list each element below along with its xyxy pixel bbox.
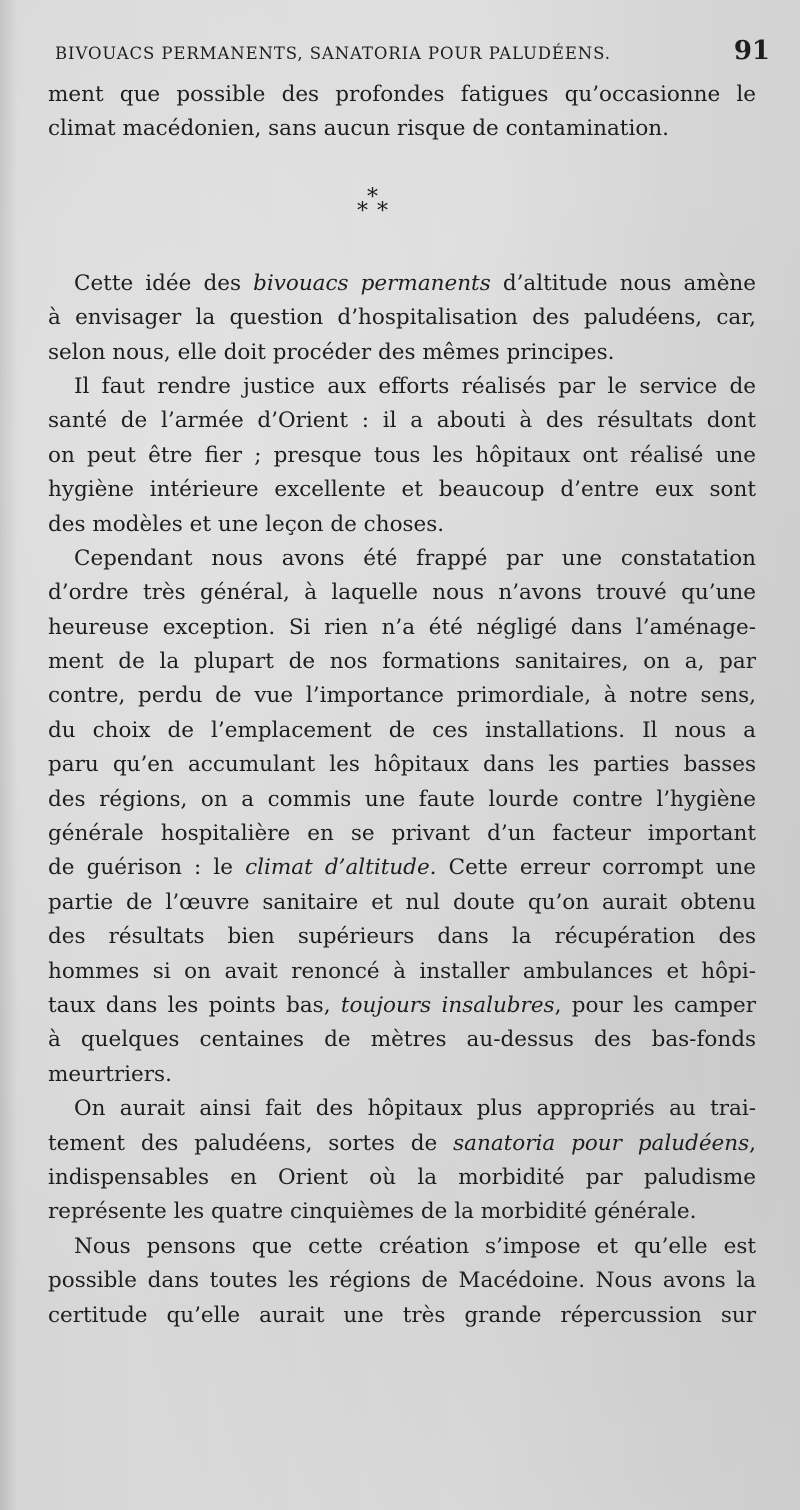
running-head xyxy=(55,36,770,70)
italic-run: bivouacs permanents xyxy=(253,270,491,296)
text-run: d’altitude nous amène xyxy=(490,270,756,296)
text-run: partie de l’œuvre sanitaire et nul doute qu’on aurait obtenu xyxy=(48,889,756,915)
text-line xyxy=(48,336,756,370)
paragraph xyxy=(48,542,756,1092)
text-run: , xyxy=(749,1130,756,1156)
text-line xyxy=(48,817,756,851)
text-run: hommes si on avait renoncé à installer ambulances et hôpi- xyxy=(48,958,756,984)
text-run: générale hospitalière en se privant d’un facteur important xyxy=(48,821,756,847)
text-line xyxy=(48,955,756,989)
text-run: hygiène intérieure excellente et beaucoup d’entre eux sont xyxy=(48,477,756,503)
text-run: , pour les camper xyxy=(554,992,757,1018)
body-text xyxy=(48,78,756,1333)
text-run: santé de l’armée d’Orient : il a abouti à des résultats dont xyxy=(48,408,756,434)
text-run: contre, perdu de vue l’importance primordiale, à notre sens, xyxy=(48,683,756,709)
text-line xyxy=(48,783,756,817)
italic-run: sanatoria pour paludéens xyxy=(453,1130,750,1156)
text-line xyxy=(48,989,756,1023)
text-run: paru qu’en accumulant les hôpitaux dans les parties basses xyxy=(48,752,756,778)
text-run: selon nous, elle doit procéder des mêmes principes. xyxy=(48,339,615,365)
text-line xyxy=(48,1161,756,1195)
text-line xyxy=(48,1195,756,1229)
text-line xyxy=(48,1230,756,1264)
italic-run: toujours insalubres xyxy=(340,992,555,1018)
paragraph xyxy=(48,267,756,370)
text-line xyxy=(48,1023,756,1057)
text-run: On aurait ainsi fait des hôpitaux plus appropriés au trai- xyxy=(74,1096,756,1122)
paragraph xyxy=(48,370,756,542)
text-run: des modèles et une leçon de choses. xyxy=(48,511,445,537)
text-run: des régions, on a commis une faute lourde contre l’hygiène xyxy=(48,786,756,812)
text-run: d’ordre très général, à laquelle nous n’avons trouvé qu’une xyxy=(48,580,756,606)
text-run: ment que possible des profondes fatigues qu’occasionne le xyxy=(48,82,756,107)
asterism-star: * xyxy=(367,184,378,210)
text-run: à envisager la question d’hospitalisation des paludéens, car, xyxy=(48,305,756,331)
italic-run: climat d’altitude. xyxy=(245,855,437,881)
asterism-star: * xyxy=(357,198,368,224)
text-run: certitude qu’elle aurait une très grande répercussion sur xyxy=(48,1302,756,1328)
text-line xyxy=(48,748,756,782)
text-line xyxy=(48,714,756,748)
text-run: tement des paludéens, sortes de xyxy=(48,1130,454,1156)
text-line xyxy=(48,78,756,112)
text-run: Il faut rendre justice aux efforts réalisés par le service de xyxy=(74,373,756,399)
text-line xyxy=(48,473,756,507)
text-run: meurtriers. xyxy=(48,1061,172,1087)
text-run: de guérison : le xyxy=(48,855,246,881)
text-line xyxy=(48,920,756,954)
paragraph xyxy=(48,1230,756,1333)
text-run: Cette idée des xyxy=(74,270,254,296)
text-line xyxy=(48,1058,756,1092)
paragraph xyxy=(48,1092,756,1230)
text-run: à quelques centaines de mètres au-dessus des bas-fonds xyxy=(48,1027,756,1053)
text-line xyxy=(48,576,756,610)
text-run: on peut être fier ; presque tous les hôpitaux ont réalisé une xyxy=(48,442,756,468)
text-line xyxy=(48,542,756,576)
asterism xyxy=(48,147,756,267)
asterism-star: * xyxy=(377,198,388,224)
text-run: climat macédonien, sans aucun risque de contamination. xyxy=(48,116,669,142)
text-run: du choix de l’emplacement de ces installations. Il nous a xyxy=(48,717,756,743)
text-line xyxy=(48,439,756,473)
text-line xyxy=(48,1127,756,1161)
text-run: possible dans toutes les régions de Macédoine. Nous avons la xyxy=(48,1268,756,1294)
text-line xyxy=(48,851,756,885)
text-run: Cependant nous avons été frappé par une constatation xyxy=(74,545,756,571)
text-line xyxy=(48,611,756,645)
page-number: 91 xyxy=(733,36,770,66)
text-line xyxy=(48,679,756,713)
text-line xyxy=(48,301,756,335)
text-line xyxy=(48,267,756,301)
text-line xyxy=(48,508,756,542)
paragraph xyxy=(48,78,756,147)
text-run: des résultats bien supérieurs dans la récupération des xyxy=(48,924,756,950)
text-run: Nous pensons que cette création s’impose et qu’elle est xyxy=(74,1233,756,1259)
text-line xyxy=(48,1299,756,1333)
text-run: représente les quatre cinquièmes de la morbidité générale. xyxy=(48,1199,697,1225)
text-line xyxy=(48,886,756,920)
text-line xyxy=(48,112,756,146)
text-line xyxy=(48,645,756,679)
text-run: taux dans les points bas, xyxy=(48,992,341,1018)
text-line xyxy=(48,370,756,404)
text-run: Cette erreur corrompt une xyxy=(436,855,756,881)
text-line xyxy=(48,1092,756,1126)
text-run: indispensables en Orient où la morbidité par paludisme xyxy=(48,1164,756,1190)
text-run: ment de la plupart de nos formations sanitaires, on a, par xyxy=(48,649,756,675)
running-title: BIVOUACS PERMANENTS, SANATORIA POUR PALUDÉENS. xyxy=(55,44,611,63)
text-line xyxy=(48,404,756,438)
text-line xyxy=(48,1264,756,1298)
text-run: heureuse exception. Si rien n’a été négligé dans l’aménage- xyxy=(48,614,756,640)
